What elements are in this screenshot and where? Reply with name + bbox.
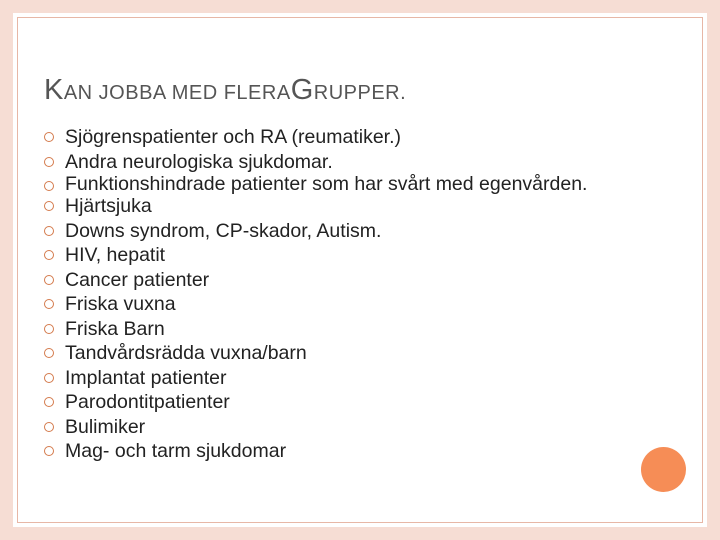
list-item bbox=[44, 292, 644, 317]
list-item-label: Bulimiker bbox=[65, 415, 146, 438]
list-item bbox=[44, 415, 644, 440]
ring-bullet-icon bbox=[44, 157, 54, 167]
title-initial-2: G bbox=[290, 74, 314, 106]
ring-bullet-icon bbox=[44, 324, 54, 334]
list-item bbox=[44, 317, 644, 342]
list-item-label: Downs syndrom, CP-skador, Autism. bbox=[65, 219, 382, 242]
bullet-list bbox=[44, 125, 644, 464]
ring-bullet-icon bbox=[44, 348, 54, 358]
ring-bullet-icon bbox=[44, 373, 54, 383]
title-initial-1: K bbox=[44, 74, 64, 106]
list-item-label: Hjärtsjuka bbox=[65, 195, 152, 217]
list-item-label: Friska vuxna bbox=[65, 293, 176, 315]
list-item bbox=[44, 194, 644, 219]
ring-bullet-icon bbox=[44, 446, 54, 456]
ring-bullet-icon bbox=[44, 422, 54, 432]
list-item bbox=[44, 174, 644, 194]
list-item-label: Mag- och tarm sjukdomar bbox=[65, 440, 287, 462]
ring-bullet-icon bbox=[44, 181, 54, 191]
list-item-label: Sjögrenspatienter och RA (reumatiker.) bbox=[65, 126, 401, 148]
list-item bbox=[44, 125, 644, 150]
list-item-label: Tandvårdsrädda vuxna/barn bbox=[65, 342, 307, 364]
title-text-1: AN JOBBA MED FLERA bbox=[63, 82, 291, 104]
ring-bullet-icon bbox=[44, 299, 54, 309]
title-text-2: RUPPER. bbox=[313, 82, 407, 104]
list-item bbox=[44, 243, 644, 268]
list-item bbox=[44, 150, 644, 175]
list-item-label: Friska Barn bbox=[65, 317, 165, 340]
ring-bullet-icon bbox=[44, 201, 54, 211]
accent-circle bbox=[641, 447, 686, 492]
ring-bullet-icon bbox=[44, 250, 54, 260]
list-item-label: Implantat patienter bbox=[65, 366, 227, 389]
list-item bbox=[44, 341, 644, 366]
ring-bullet-icon bbox=[44, 132, 54, 142]
list-item bbox=[44, 390, 644, 415]
list-item-label: Cancer patienter bbox=[65, 268, 210, 291]
ring-bullet-icon bbox=[44, 275, 54, 285]
list-item-label: Funktionshindrade patienter som har svårt med egenvården. bbox=[65, 173, 588, 195]
ring-bullet-icon bbox=[44, 226, 54, 236]
list-item bbox=[44, 366, 644, 391]
list-item-label: HIV, hepatit bbox=[65, 244, 166, 266]
slide-title bbox=[44, 74, 406, 107]
list-item-label: Parodontitpatienter bbox=[65, 391, 230, 413]
list-item bbox=[44, 439, 644, 464]
list-item bbox=[44, 268, 644, 293]
list-item-label: Andra neurologiska sjukdomar. bbox=[65, 150, 333, 173]
list-item bbox=[44, 219, 644, 244]
ring-bullet-icon bbox=[44, 397, 54, 407]
